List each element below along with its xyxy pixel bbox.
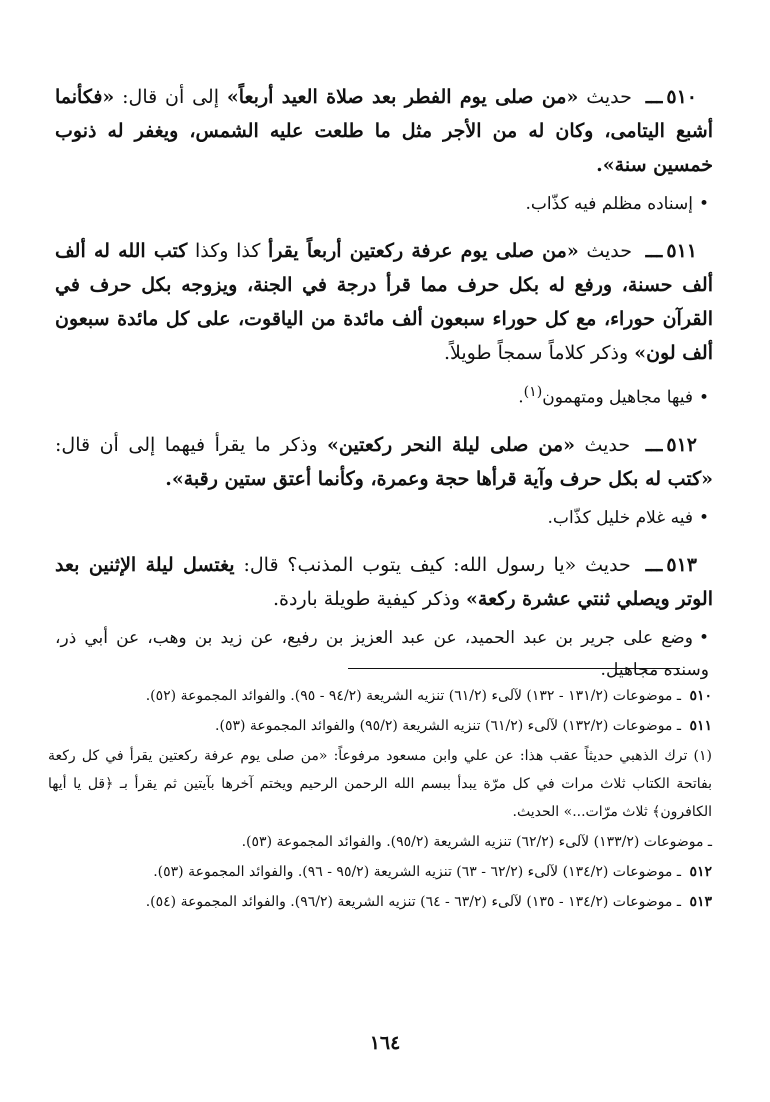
grading-note-513 [55, 622, 713, 686]
hadith-text: يغتسل ليلة الإثنين بعد الوتر ويصلي ثنتي عشرة ركعة» [55, 553, 713, 610]
bullet-icon: • [698, 387, 709, 408]
narration-text: كذا وكذا [194, 240, 261, 262]
hadith-entry-512 [55, 428, 713, 496]
narration-text: إلى أن قال: [122, 86, 219, 108]
entry-dash: ـــ [645, 240, 663, 262]
footnote-number: ٥١٣ [689, 894, 712, 910]
footnote-number: ـ [707, 834, 712, 850]
footnote-number: ٥١٢ [689, 864, 712, 880]
footnote-text: موضوعات (١٣١/٢ - ١٣٢) لآلىء (٦١/٢) تنزيه الشريعة (٩٤/٢ - ٩٥). والفوائد المجموعة (٥٢). [145, 688, 673, 704]
hadith-text: «كتب له بكل حرف وآية قرأها حجة وعمرة، وكأنما أعتق ستين رقبة». [165, 467, 713, 490]
footnote-text: موضوعات (١٣٤/٢) لآلىء (٦٢/٢ - ٦٣) تنزيه الشريعة (٩٥/٢ - ٩٦). والفوائد المجموعة (٥٣). [153, 864, 673, 880]
grading-note-512 [55, 502, 713, 534]
note-text: فيها مجاهيل ومتهمون [542, 387, 693, 408]
bullet-icon: • [698, 507, 709, 528]
footnote-text: موضوعات (١٣٢/٢) لآلىء (٦١/٢) تنزيه الشريعة (٩٥/٢) والفوائد المجموعة (٥٣). [215, 718, 673, 734]
entry-prefix: حديث [586, 86, 632, 108]
narration-text: وذكر ما يقرأ فيهما إلى أن قال: [55, 433, 318, 456]
hadith-text: كتب الله له ألف ألف حسنة، ورفع له بكل حرف مما قرأ درجة في الجنة، ويزوجه بكل حرف في القرآن حوراء، مع كل حوراء سبعون ألف مائدة من الياقوت، على كل مائدة سبعون ألف لون» [55, 240, 713, 364]
footnote-dash: ـ [676, 894, 681, 910]
entry-dash: ـــ [645, 553, 663, 576]
note-text: وضع على جرير بن عبد الحميد، عن عبد العزيز بن رفيع، عن زيد بن وهب، عن أبي ذر، وسنده مجاهيل. [55, 627, 709, 680]
footnote-sub-1 [48, 828, 712, 856]
note-text: إسناده مظلم فيه كذّاب. [525, 194, 693, 214]
footnote-text: ترك الذهبي حديثاً عقب هذا: عن علي وابن مسعود مرفوعاً: «من صلى يوم عرفة ركعتين يقرأ في كل ركعة بفاتحة الكتاب ثلاث مرات في كل مرّة يبدأ ببسم الله الرحمن الرحيم ويختم آخرها بآيتين ثم يقرأ بـ ﴿قل يا أيها الكافرون﴾ ثلاث مرّات...» الحديث. [48, 748, 712, 820]
hadith-text: «من صلى ليلة النحر ركعتين» [327, 433, 575, 456]
hadith-text: «من صلى يوم الفطر بعد صلاة العيد أربعاً» [226, 86, 579, 108]
hadith-entry-511 [55, 234, 713, 370]
footnote-513 [48, 888, 712, 916]
footnote-text: موضوعات (١٣٣/٢) لآلىء (٦٢/٢) تنزيه الشريعة (٩٥/٢). والفوائد المجموعة (٥٣). [241, 834, 704, 850]
narration-text: «يا رسول الله: كيف يتوب المذنب؟ قال: [243, 553, 577, 576]
page-number: ١٦٤ [369, 1032, 401, 1054]
entry-number: ٥١٣ [666, 553, 697, 576]
footnote-ref: (١) [523, 384, 543, 400]
entry-dash: ـــ [645, 433, 663, 456]
footnote-511 [48, 712, 712, 740]
entry-prefix: حديث [586, 240, 633, 262]
bullet-icon: • [698, 627, 709, 648]
footnote-512 [48, 858, 712, 886]
entry-prefix: حديث [585, 553, 631, 576]
main-text [55, 80, 713, 700]
hadith-text: «فكأنما أشبع اليتامى، وكان له من الأجر مثل ما طلعت عليه الشمس، ويغفر له ذنوب خمسين سنة». [55, 86, 713, 176]
bullet-icon: • [698, 194, 709, 214]
footnote-text: موضوعات (١٣٤/٢ - ١٣٥) لآلىء (٦٣/٢ - ٦٤) تنزيه الشريعة (٩٦/٢). والفوائد المجموعة (٥٤). [145, 894, 673, 910]
hadith-entry-513 [55, 548, 713, 616]
footnote-number: (١) [693, 748, 712, 764]
footnote-dash: ـ [676, 864, 681, 880]
footnote-510 [48, 682, 712, 710]
grading-note-510 [55, 188, 713, 220]
hadith-text: «من صلى يوم عرفة ركعتين أربعاً يقرأ [268, 240, 579, 262]
footnote-divider [348, 668, 680, 669]
entry-dash: ـــ [645, 86, 663, 108]
entry-prefix: حديث [584, 433, 631, 456]
narration-text: وذكر كيفية طويلة باردة. [272, 587, 460, 610]
note-text: فيه غلام خليل كذّاب. [547, 507, 693, 528]
footnote-number: ٥١١ [689, 718, 712, 734]
narration-text: وذكر كلاماً سمجاً طويلاً. [443, 342, 629, 364]
footnotes-section [48, 682, 712, 918]
footnote-number: ٥١٠ [689, 688, 712, 704]
footnote-1 [48, 742, 712, 826]
hadith-entry-510 [55, 80, 713, 182]
footnote-dash: ـ [676, 688, 681, 704]
grading-note-511: •فيها مجاهيل ومتهمون$^{(١)}$. [518, 384, 709, 408]
entry-number: ٥١٢ [666, 433, 698, 456]
entry-number: ٥١٠ [666, 86, 698, 108]
footnote-dash: ـ [676, 718, 681, 734]
entry-number: ٥١١ [666, 240, 697, 262]
